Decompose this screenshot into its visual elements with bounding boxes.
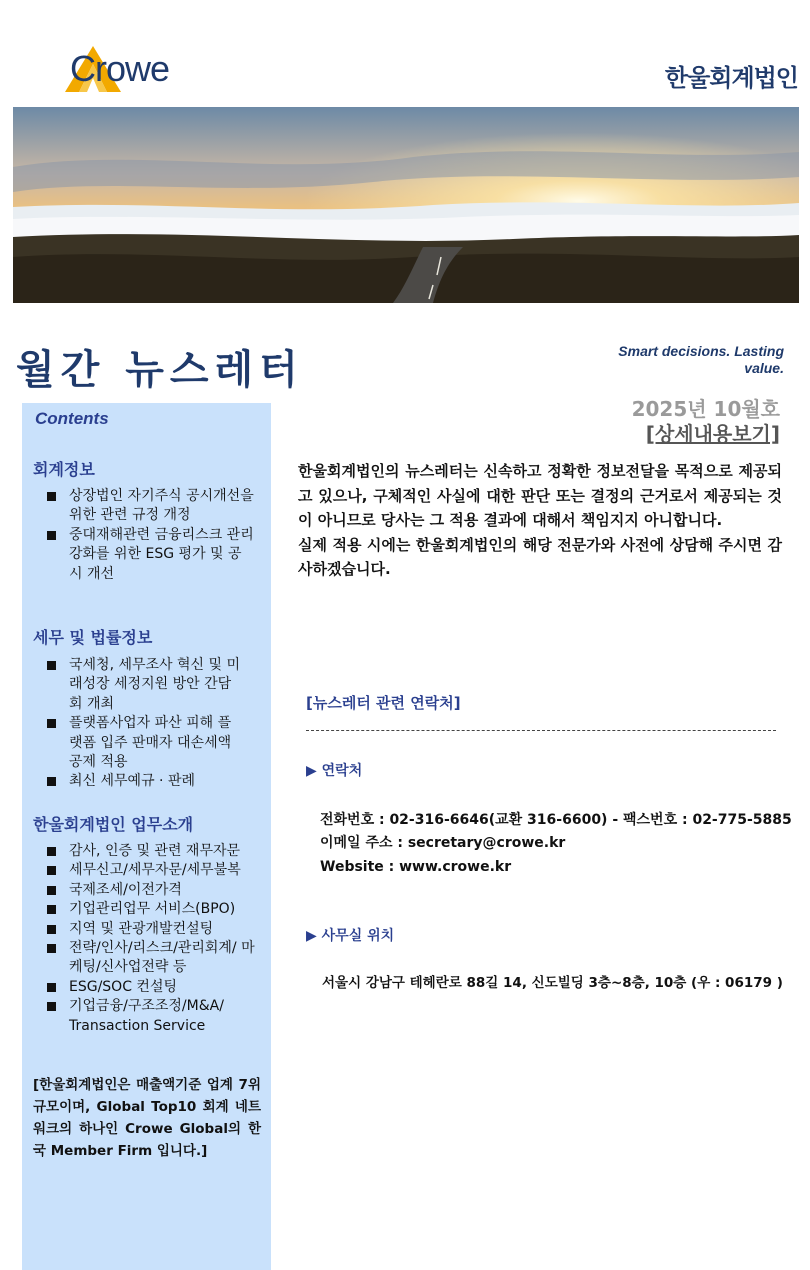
firm-description-note: [한울회계법인은 매출액기준 업계 7위 규모이며, Global Top10 회계 네트워크의 하나인 Crowe Global의 한국 Member Firm 입니다.] [33,1077,261,1159]
list-item[interactable]: 최신 세무예규 · 판례 [45,772,240,791]
email-line[interactable]: 이메일 주소 : secretary@crowe.kr [320,835,566,851]
divider [306,730,776,731]
crowe-logo-text: Crowe [70,48,170,89]
tagline: Smart decisions. Lasting value. [618,343,784,376]
list-item: 기업관리업무 서비스(BPO) [45,900,267,919]
list-item[interactable]: 상장법인 자기주식 공시개선을 위한 관련 규정 개정 [45,487,255,526]
address-line: 서울시 강남구 테헤란로 88길 14, 신도빌딩 3층~8층, 10층 (우 : 06179 ) [322,975,783,991]
disclaimer-paragraph-1: 한울회계법인의 뉴스레터는 신속하고 정확한 정보전달을 목적으로 제공되고 있으나, 구체적인 사실에 대한 판단 또는 결정의 근거로서 제공되는 것이 아니므로 당사는 그 적용 결과에 대해서 책임지지 아니합니다. [298,462,782,529]
list-item: 세무신고/세무자문/세무불복 [45,861,267,880]
contact-section-title: [뉴스레터 관련 연락처] [306,694,461,712]
list-item: 국제조세/이전가격 [45,881,267,900]
issue-date: 2025년 10월호 [631,397,780,421]
disclaimer-paragraph-2: 실제 적용 시에는 한울회계법인의 해당 전문가와 사전에 상담해 주시면 감사하겠습니다. [298,535,782,578]
tax-legal-list [45,656,240,792]
list-item[interactable]: 중대재해관련 금융리스크 관리강화를 위한 ESG 평가 및 공시 개선 [45,526,255,584]
contact-heading: ▶ 연락처 [306,763,363,779]
disclaimer-text [298,459,782,582]
list-item: 감사, 인증 및 관련 재무자문 [45,842,267,861]
detail-link[interactable]: [상세내용보기] [645,422,780,446]
firm-name: 한울회계법인 [664,64,798,92]
list-item: 전략/인사/리스크/관리회계/ 마케팅/신사업전략 등 [45,939,267,978]
newsletter-title: 월간 뉴스레터 [16,347,304,393]
list-item[interactable]: 플랫폼사업자 파산 피해 플랫폼 입주 판매자 대손세액 공제 적용 [45,714,240,772]
list-item: 지역 및 관광개발컨설팅 [45,920,267,939]
contents-heading: Contents [35,409,109,428]
accounting-list [45,487,255,584]
services-list [45,842,267,1036]
website-line[interactable]: Website : www.crowe.kr [320,859,512,875]
section-title-services: 한울회계법인 업무소개 [33,815,194,834]
phone-fax-line: 전화번호 : 02-316-6646(교환 316-6600) - 팩스번호 : 02-775-5885 [320,812,792,828]
office-heading: ▶ 사무실 위치 [306,928,395,944]
section-title-accounting: 회계정보 [33,460,95,479]
section-title-tax-legal: 세무 및 법률정보 [33,628,153,647]
list-item[interactable]: 국세청, 세무조사 혁신 및 미래성장 세정지원 방안 간담회 개최 [45,656,240,714]
list-item: 기업금융/구조조정/M&A/ Transaction Service [45,997,267,1036]
list-item: ESG/SOC 컨설팅 [45,978,267,997]
banner-image [13,107,799,303]
